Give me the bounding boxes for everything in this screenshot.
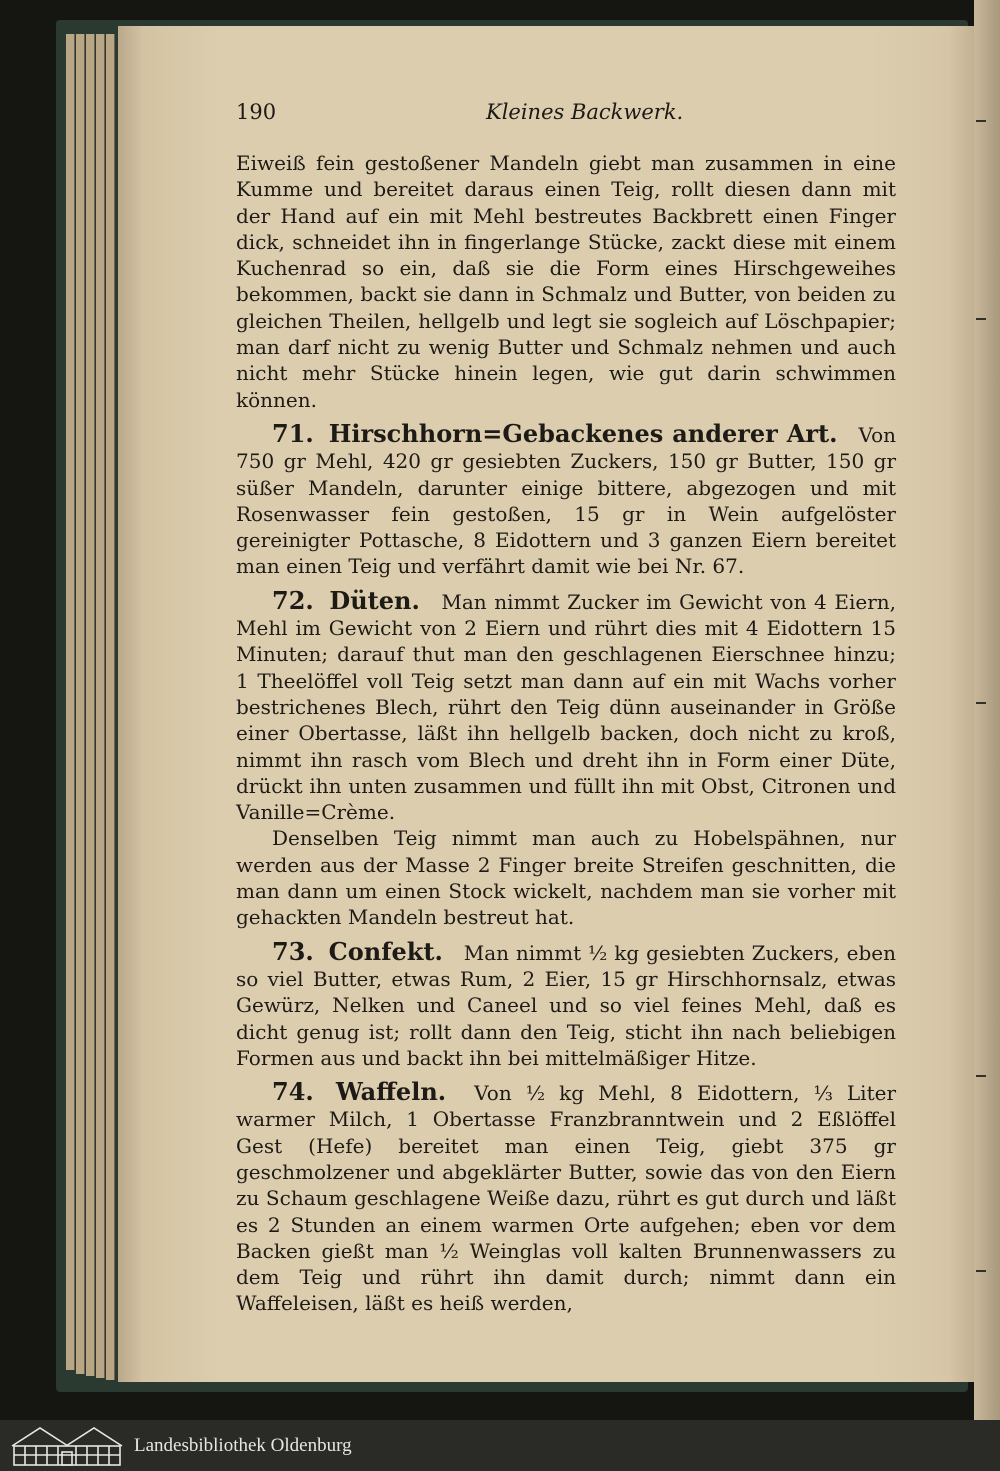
recipe-title: Waffeln. xyxy=(335,1077,447,1107)
facing-page-mark xyxy=(976,1075,986,1077)
library-name: Landesbibliothek Oldenburg xyxy=(134,1435,352,1456)
recipe-72 xyxy=(236,585,897,826)
library-footer xyxy=(0,1420,1000,1471)
recipe-71 xyxy=(236,418,896,580)
page-number: 190 xyxy=(236,100,277,124)
facing-page-mark xyxy=(976,318,986,320)
recipe-text: Von ½ kg Mehl, 8 Eidottern, ⅓ Liter warmer Milch, 1 Obertasse Franzbranntwein und 2 Eßlöffel Gest (Hefe) bereitet man einen Teig, giebt 375 gr geschmolzener und abgeklärter Butter, sowie das von den Eiern zu Schaum geschlagene Weiße dazu, rührt es gut durch und läßt es 2 Stunden an einem warmen Orte aufgehen; eben vor dem Backen gießt man ½ Weinglas voll kalten Brunnenwassers zu dem Teig und rührt ihn damit durch; nimmt dann ein Waffeleisen, läßt es heiß werden, xyxy=(236,1081,897,1316)
recipe-title: Confekt. xyxy=(328,936,443,966)
recipe-number: 73. xyxy=(272,936,314,966)
recipe-number: 71. xyxy=(272,418,314,448)
recipe-number: 74. xyxy=(272,1077,314,1107)
facing-page-mark xyxy=(976,702,986,704)
page-edge xyxy=(66,34,75,1370)
recipe-text: Man nimmt ½ kg gesiebten Zuckers, eben so viel Butter, etwas Rum, 2 Eier, 15 gr Hirschhornsalz, etwas Gewürz, Nelken und Caneel und so viel feines Mehl, daß es dicht genug ist; rollt dann den Teig, sticht ihn nach beliebigen Formen aus und backt ihn bei mittelmäßiger Hitze. xyxy=(236,940,896,1070)
recipe-74 xyxy=(236,1079,896,1317)
recipe-text: Man nimmt Zucker im Gewicht von 4 Eiern, Mehl im Gewicht von 2 Eiern und rührt dies mit 4 Eidottern 15 Minuten; darauf thut man den geschlagenen Eierschnee hinzu; 1 Theelöffel voll Teig setzt man dann auf ein mit Wachs vorher bestrichenes Blech, rührt den Teig dünn auseinander in Größe einer Obertasse, läßt ihn hellgelb backen, doch nicht zu kroß, nimmt ihn rasch vom Blech und dreht ihn in Form einer Düte, drückt ihn unten zusammen und füllt ihn mit Obst, Citronen und Vanille=Crème. xyxy=(236,589,897,825)
recipe-73 xyxy=(236,936,896,1071)
page-text xyxy=(236,150,896,1317)
recipe-title: Düten. xyxy=(329,585,420,615)
page-edge xyxy=(76,34,85,1374)
recipe-text: Von 750 gr Mehl, 420 gr gesiebten Zuckers, 150 gr Butter, 150 gr süßer Mandeln, darunter einige bittere, abgezogen und mit Rosenwasser fein gestoßen, 15 gr in Wein aufgelöster gereinigter Pottasche, 8 Eidottern und 3 ganzen Eiern bereitet man einen Teig und verfährt damit wie bei Nr. 67. xyxy=(236,422,896,579)
library-building-icon xyxy=(10,1424,124,1467)
page-edge xyxy=(86,34,95,1376)
facing-page-mark xyxy=(976,120,986,122)
page-edge xyxy=(96,34,105,1378)
running-title: Kleines Backwerk. xyxy=(486,100,684,124)
recipe-72-continuation: Denselben Teig nimmt man auch zu Hobelspähnen, nur werden aus der Masse 2 Finger breite Streifen geschnitten, die man dann um einen Stock wickelt, nachdem man sie vorher mit gehackten Mandeln bestreut hat. xyxy=(236,826,896,930)
recipe-number: 72. xyxy=(272,585,314,615)
page-edge xyxy=(106,34,115,1380)
facing-page-mark xyxy=(976,1270,986,1272)
intro-paragraph: Eiweiß fein gestoßener Mandeln giebt man zusammen in eine Kumme und bereitet daraus einen Teig, rollt diesen dann mit der Hand auf ein mit Mehl bestreutes Backbrett einen Finger dick, schneidet ihn in fingerlange Stücke, zackt diese mit einem Kuchenrad so ein, daß sie die Form eines Hirschgeweihes bekommen, backt sie dann in Schmalz und Butter, von beiden zu gleichen Theilen, hellgelb und legt sie sogleich auf Löschpapier; man darf nicht zu wenig Butter und Schmalz nehmen und auch nicht mehr Stücke hinein legen, wie gut darin schwimmen können. xyxy=(236,151,896,412)
facing-page-edge xyxy=(974,0,1000,1420)
recipe-title: Hirschhorn=Gebackenes anderer Art. xyxy=(328,418,838,448)
